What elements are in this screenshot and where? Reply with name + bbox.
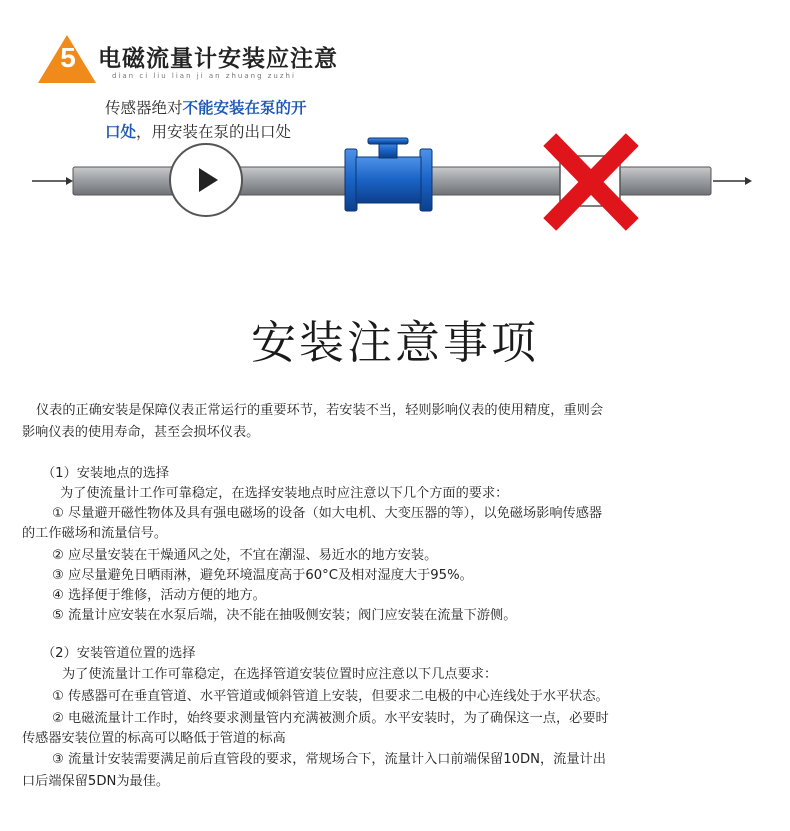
section2-heading: （2）安装管道位置的选择 bbox=[42, 646, 196, 661]
section1-item: ④ 选择便于维修，活动方便的地方。 bbox=[52, 588, 266, 603]
section1-item: 的工作磁场和流量信号。 bbox=[22, 526, 168, 541]
flow-arrow-out-icon bbox=[713, 177, 752, 185]
section1-lead: 为了使流量计工作可靠稳定，在选择安装地点时应注意以下几个方面的要求： bbox=[60, 486, 509, 501]
section2-item: 口后端保留5DN为最佳。 bbox=[22, 774, 170, 789]
section2-item: 传感器安装位置的标高可以略低于管道的标高 bbox=[22, 731, 286, 746]
warning-text: 传感器绝对 bbox=[105, 99, 183, 117]
section1-item: ② 应尽量安装在干燥通风之处，不宜在潮湿、易近水的地方安装。 bbox=[52, 548, 438, 563]
warning-text: ，用安装在泵的出口处 bbox=[136, 123, 292, 141]
section-pinyin: dian ci liu lian ji an zhuang zuzhi bbox=[112, 72, 296, 80]
badge-number: 5 bbox=[60, 42, 76, 73]
section1-heading: （1）安装地点的选择 bbox=[42, 466, 170, 481]
section2-item: ③ 流量计安装需要满足前后直管段的要求，常规场合下，流量计入口前端保留10DN，流量计出 bbox=[52, 752, 606, 767]
flow-arrow-in-icon bbox=[32, 177, 73, 185]
section-title: 电磁流量计安装应注意 bbox=[98, 46, 338, 72]
section1-item: ① 尽量避开磁性物体及具有强电磁场的设备（如大电机、大变压器的等），以免磁场影响传感器 bbox=[52, 506, 603, 521]
section2-item: ② 电磁流量计工作时，始终要求测量管内充满被测介质。水平安装时，为了确保这一点，必要时 bbox=[52, 711, 609, 726]
forbidden-position-icon bbox=[556, 146, 626, 218]
section2-lead: 为了使流量计工作可靠稳定，在选择管道安装位置时应注意以下几点要求： bbox=[62, 667, 498, 682]
section2-item: ① 传感器可在垂直管道、水平管道或倾斜管道上安装，但要求二电极的中心连线处于水平状态。 bbox=[52, 689, 609, 704]
pipe-diagram bbox=[0, 130, 790, 240]
intro-line-1: 仪表的正确安装是保障仪表正常运行的重要环节，若安装不当，轻则影响仪表的使用精度，重则会 bbox=[36, 403, 604, 418]
warning-highlight: 不能安装在泵的开 bbox=[182, 99, 307, 117]
warning-highlight: 口处 bbox=[105, 123, 137, 141]
main-title: 安装注意事项 bbox=[250, 316, 539, 369]
warning-line-1 bbox=[105, 96, 307, 118]
section1-item: ⑤ 流量计应安装在水泵后端，决不能在抽吸侧安装；阀门应安装在流量下游侧。 bbox=[52, 608, 517, 623]
pump-icon bbox=[170, 144, 242, 216]
flowmeter-icon bbox=[345, 138, 432, 211]
section1-item: ③ 应尽量避免日晒雨淋，避免环境温度高于60°C及相对湿度大于95%。 bbox=[52, 568, 473, 583]
intro-line-2: 影响仪表的使用寿命，甚至会损坏仪表。 bbox=[22, 425, 260, 440]
